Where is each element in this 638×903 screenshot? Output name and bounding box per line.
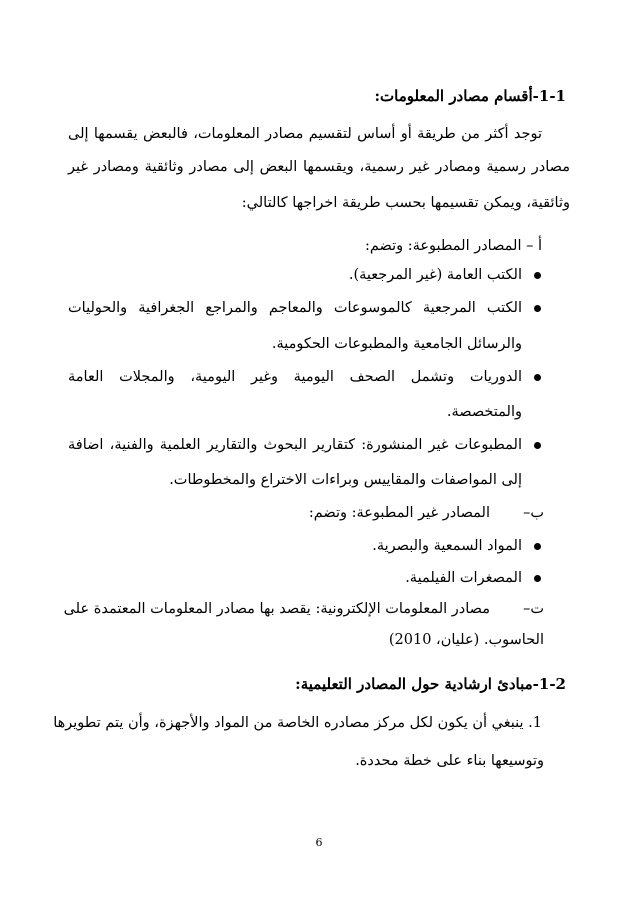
subsection-title: المصادر غير المطبوعة: وتضم:: [308, 505, 490, 521]
bullet-icon: [534, 374, 541, 381]
subsection-label: ب–: [523, 505, 544, 521]
list-item: الكتب العامة (غير المرجعية).: [348, 267, 522, 283]
citation-line: الحاسوب. (عليان، 2010): [388, 632, 544, 648]
bullet-icon: [534, 543, 541, 550]
paragraph-line: وتوسيعها بناء على خطة محددة.: [355, 753, 544, 769]
list-item: المواد السمعية والبصرية.: [372, 538, 522, 554]
list-item-continuation: والرسائل الجامعية والمطبوعات الحكومية.: [271, 336, 522, 352]
list-item-continuation: إلى المواصفات والمقاييس وبراءات الاختراع والمخطوطات.: [169, 472, 522, 488]
paragraph-line: وثائقية، ويمكن تقسيمها بحسب طريقة اخراجها كالتالي:: [241, 195, 570, 211]
bullet-icon: [534, 305, 541, 312]
list-item: الكتب المرجعية كالموسوعات والمعاجم والمراجع الجغرافية والحوليات: [68, 300, 522, 316]
list-item-continuation: والمتخصصة.: [446, 404, 522, 420]
section-heading: 1-2-مبادئ ارشادية حول المصادر التعليمية:: [295, 675, 566, 693]
section-heading: 1-1-أقسام مصادر المعلومات:: [374, 87, 566, 105]
paragraph-line: مصادر المعلومات الإلكترونية: يقصد بها مصادر المعلومات المعتمدة على: [63, 601, 490, 617]
bullet-icon: [534, 272, 541, 279]
subsection-title: أ – المصادر المطبوعة: وتضم:: [364, 238, 542, 254]
list-item: المطبوعات غير المنشورة: كتقارير البحوث والتقارير العلمية والفنية، اضافة: [68, 437, 522, 453]
paragraph-line: مصادر رسمية ومصادر غير رسمية، ويقسمها البعض إلى مصادر وثائقية ومصادر غير: [68, 159, 570, 175]
list-item: المصغرات الفيلمية.: [405, 570, 522, 586]
subsection-label: ت–: [523, 601, 544, 617]
page-number: 6: [315, 836, 323, 849]
bullet-icon: [534, 575, 541, 582]
paragraph-line: توجد أكثر من طريقة أو أساس لتقسيم مصادر المعلومات، فالبعض يقسمها إلى: [68, 126, 542, 142]
paragraph-line: 1. ينبغي أن يكون لكل مركز مصادره الخاصة من المواد والأجهزة، وأن يتم تطويرها: [53, 715, 542, 731]
bullet-icon: [534, 442, 541, 449]
list-item: الدوريات وتشمل الصحف اليومية وغير اليومية، والمجلات العامة: [68, 369, 522, 385]
